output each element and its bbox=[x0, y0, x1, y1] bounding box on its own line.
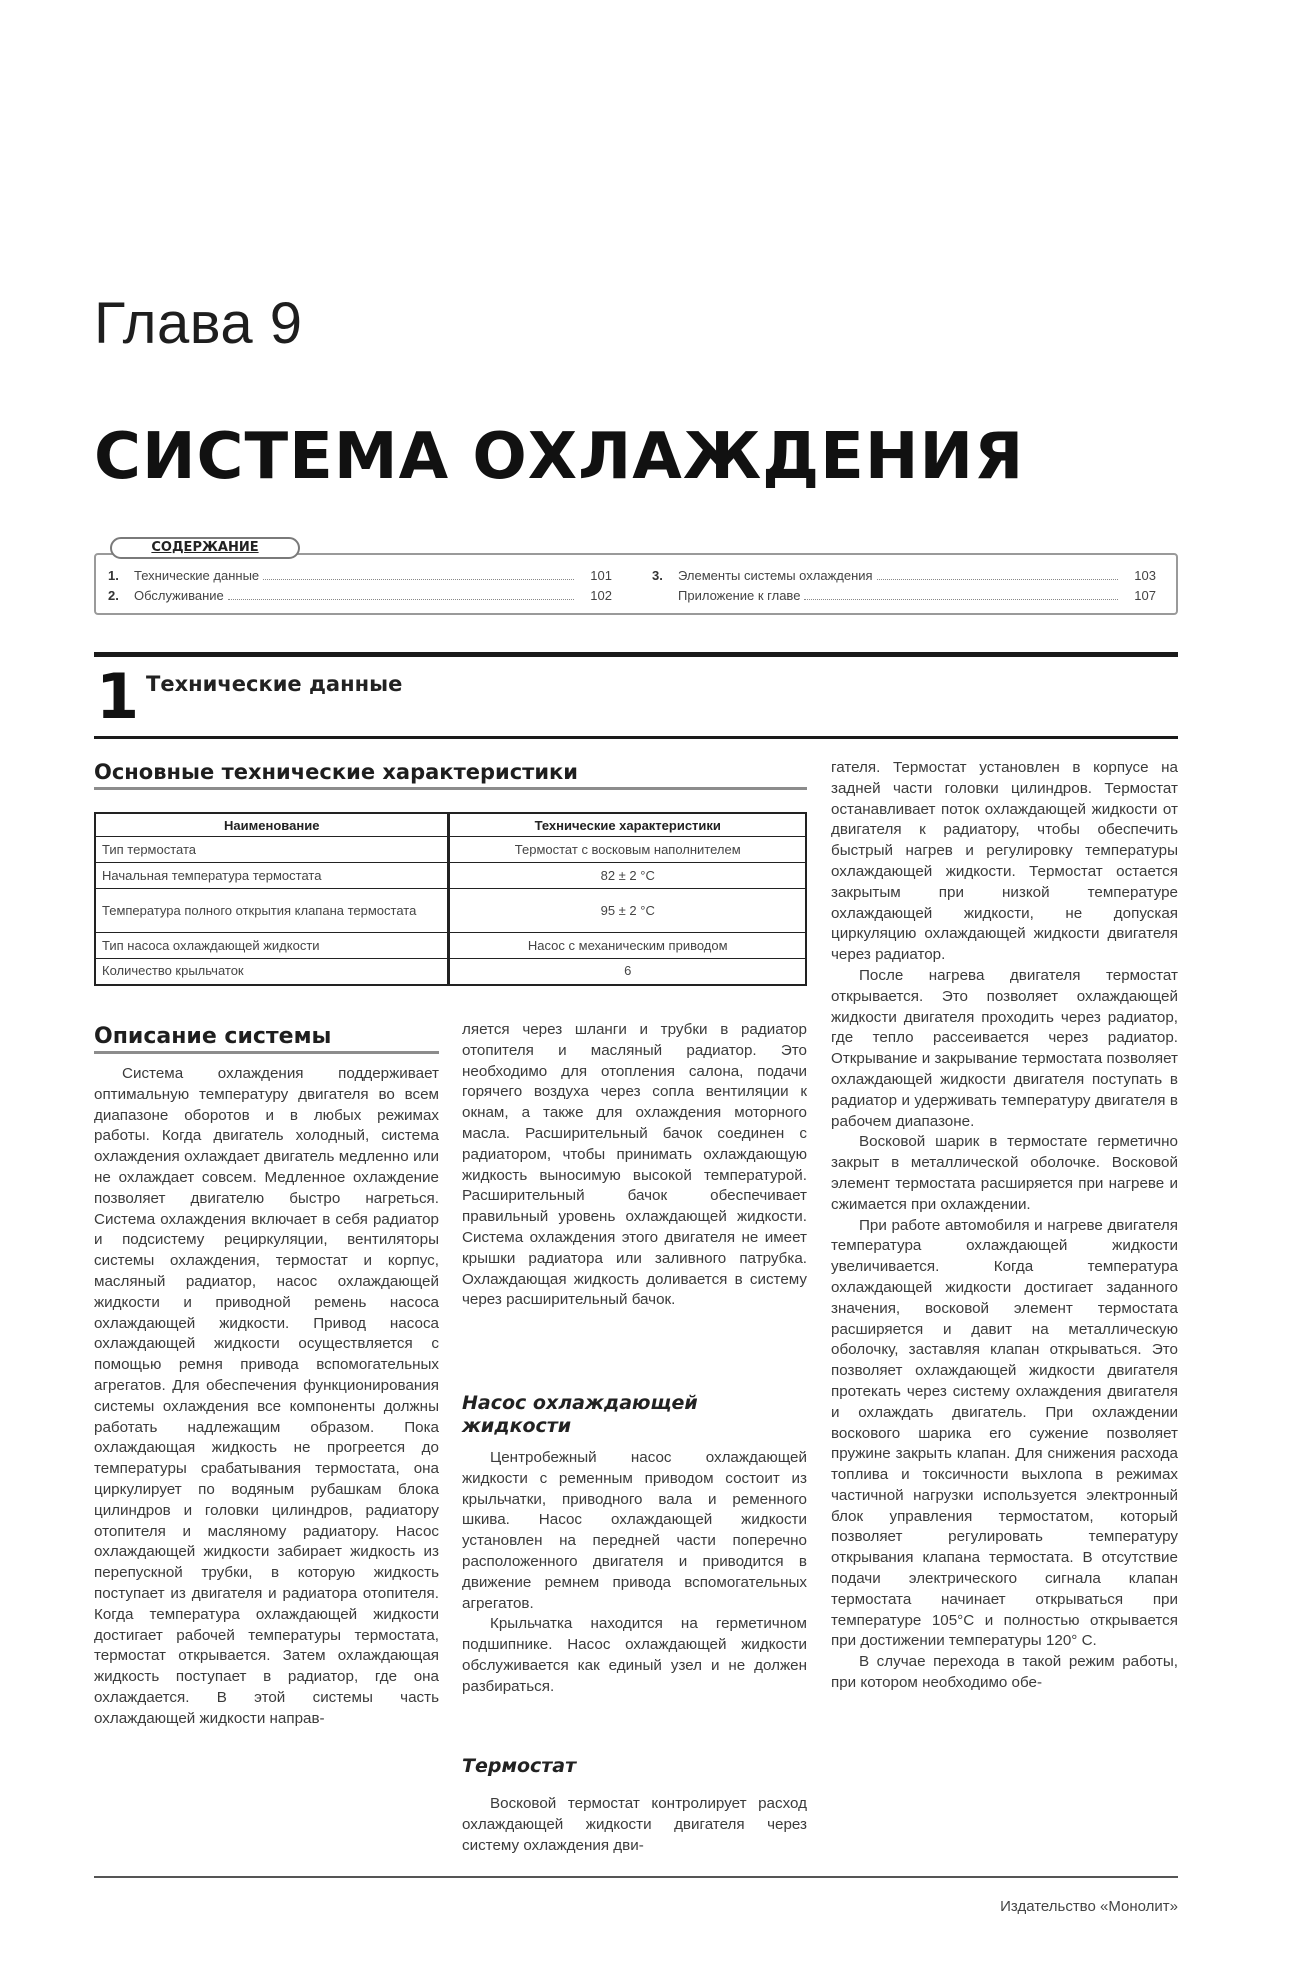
contents-heading: СОДЕРЖАНИЕ bbox=[110, 537, 300, 559]
spec-col-value: Технические характеристики bbox=[449, 813, 806, 837]
pump-text: Центробежный насос охлаждающей жидкости с ременным приводом состоит из крыльчатки, приводного вала и ременного шкива. Насос охлаждающей жидкости установлен на передней части поперечно расположенного двигателя и приводится в движение ремнем привода вспомогательных агрегатов. Крыльчатка находится на герметичном подшипнике. Насос охлаждающей жидкости обслуживается как единый узел и не должен разбираться. bbox=[462, 1449, 807, 1695]
thermostat-column-3: гателя. Термостат установлен в корпусе на задней части головки цилиндров. Термостат останавливает поток охлаждающей жидкости от двигателя к радиатору, чтобы обеспечить быстрый нагрев и регулировку температуры охлаждающей жидкости. Термостат остается закрытым при низкой температуре охлаждающей жидкости, не допуская циркуляцию охлаждающей жидкости двигателя через радиатор. После нагрева двигателя термостат открывается. Это позволяет охлаждающей жидкости двигателя проходить через радиатор, где тепло рассеивается через радиатор. Открывание и закрывание термостата позволяет охлаждающей жидкости двигателя поступать в радиатор и удерживать температуру двигателя в рабочем диапазоне. Восковой шарик в термостате герметично закрыт в металлической оболочке. Восковой элемент термостата расширяется при нагреве и сжимается при охлаждении. При работе автомобиля и нагреве двигателя температура охлаждающей жидкости увеличивается. Когда температура охлаждающей жидкости достигает заданного значения, восковой элемент термостата расширяется и давит на металлическую оболочку, заставляя клапан открываться. Это позволяет охлаждающей жидкости двигателя протекать через систему охлаждения двигателя и охлаждать двигатель. При охлаждении воскового шарика его сужение позволяет пружине закрыть клапан. Для снижения расхода топлива и токсичности выхлопа в режимах частичной нагрузки используется электронный блок управления термостатом, который позволяет регулировать температуру открывания клапана термостата. В отсутствие подачи электрического сигнала клапан термостата начинает открываться при температуре 105°С и полностью открывается при достижении температуры 120° С. В случае перехода в такой режим работы, при котором необходимо обе- bbox=[831, 759, 1178, 1692]
description-heading-underline bbox=[94, 1051, 439, 1054]
toc-item-label: Элементы системы охлаждения bbox=[678, 568, 873, 583]
spec-value: 82 ± 2 °С bbox=[449, 863, 806, 889]
pump-heading: Насос охлаждающей жидкости bbox=[462, 1392, 698, 1437]
toc-item-page: 107 bbox=[1134, 588, 1156, 603]
toc-item-label: Технические данные bbox=[134, 568, 260, 583]
table-row bbox=[95, 889, 806, 933]
spec-col-name: Наименование bbox=[95, 813, 449, 837]
toc-item-label: Приложение к главе bbox=[678, 588, 801, 603]
specs-heading: Основные технические характеристики bbox=[94, 760, 579, 784]
table-row bbox=[95, 933, 806, 959]
section-rule-bottom bbox=[94, 736, 1178, 739]
thermostat-text: Восковой термостат контролирует расход охлаждающей жидкости двигателя через систему охлаждения дви- bbox=[462, 1795, 807, 1854]
toc-item-label: Обслуживание bbox=[134, 588, 224, 603]
spec-name: Температура полного открытия клапана термостата bbox=[95, 889, 449, 933]
section-number: 1 bbox=[96, 660, 140, 733]
table-row bbox=[95, 863, 806, 889]
spec-table bbox=[94, 812, 807, 986]
chapter-title: СИСТЕМА ОХЛАЖДЕНИЯ bbox=[94, 420, 1025, 494]
spec-value: 95 ± 2 °С bbox=[449, 889, 806, 933]
toc-item[interactable] bbox=[652, 588, 1156, 606]
specs-heading-underline bbox=[94, 787, 807, 790]
section-rule-top bbox=[94, 652, 1178, 657]
toc-item[interactable]: 1. Технические данные 101 bbox=[108, 568, 612, 583]
toc-item[interactable]: 3. Элементы системы охлаждения 103 bbox=[652, 568, 1156, 583]
description-column-1: Система охлаждения поддерживает оптимальную температуру двигателя во всем диапазоне оборотов и в любых режимах работы. Когда двигатель холодный, система охлаждения охлаждает двигатель медленно или не охлаждает совсем. Медленное охлаждение позволяет двигателю быстро нагреться. Система охлаждения включает в себя радиатор и подсистему рециркуляции, вентиляторы системы охлаждения, термостат и корпус, масляный радиатор, насос охлаждающей жидкости и приводной ремень насоса охлаждающей жидкости. Привод насоса охлаждающей жидкости осуществляется с помощью ремня привода вспомогательных агрегатов. Для обеспечения функционирования системы охлаждения все компоненты должны работать надлежащим образом. Пока охлаждающая жидкость не прогреется до температуры срабатывания термостата, она циркулирует по водяным рубашкам блока цилиндров и головки цилиндров, радиатору отопителя и масляному радиатору. Насос охлаждающей жидкости забирает жидкость из перепускной трубки, в которую жидкость поступает из двигателя и радиатора отопителя. Когда температура охлаждающей жидкости достигает рабочей температуры термостата, термостат открывается. Затем охлаждающая жидкость поступает в радиатор, где она охлаждается. В этой системы часть охлаждающей жидкости направ- bbox=[94, 1065, 439, 1727]
spec-value: Термостат с восковым наполнителем bbox=[449, 837, 806, 863]
spec-name: Тип термостата bbox=[95, 837, 449, 863]
toc-item-page: 102 bbox=[590, 588, 612, 603]
table-row bbox=[95, 959, 806, 985]
spec-table-header bbox=[95, 813, 806, 837]
section-title: Технические данные bbox=[146, 672, 403, 696]
toc-item-page: 103 bbox=[1134, 568, 1156, 583]
footer-rule bbox=[94, 1876, 1178, 1878]
toc-item-page: 101 bbox=[590, 568, 612, 583]
spec-value: 6 bbox=[449, 959, 806, 985]
description-column-2: ляется через шланги и трубки в радиатор отопителя и масляный радиатор. Это необходимо для отопления салона, подачи горячего воздуха через сопла вентиляции к окнам, а также для охлаждения моторного масла. Расширительный бачок соединен с радиатором, чтобы принимать охлаждающую жидкость выносимую высокой температурой. Расширительный бачок обеспечивает правильный уровень охлаждающей жидкости. Система охлаждения этого двигателя не имеет крышки радиатора или заливного патрубка. Охлаждающая жидкость доливается в систему через расширительный бачок. bbox=[462, 1021, 807, 1309]
description-heading: Описание системы bbox=[94, 1024, 332, 1049]
table-row bbox=[95, 837, 806, 863]
footer-publisher: Издательство «Монолит» bbox=[1000, 1898, 1178, 1915]
chapter-label: Глава 9 bbox=[94, 291, 303, 356]
toc-item[interactable]: 2. Обслуживание 102 bbox=[108, 588, 612, 603]
spec-value: Насос с механическим приводом bbox=[449, 933, 806, 959]
spec-name: Количество крыльчаток bbox=[95, 959, 449, 985]
thermostat-heading: Термостат bbox=[462, 1755, 577, 1777]
spec-name: Тип насоса охлаждающей жидкости bbox=[95, 933, 449, 959]
spec-name: Начальная температура термостата bbox=[95, 863, 449, 889]
